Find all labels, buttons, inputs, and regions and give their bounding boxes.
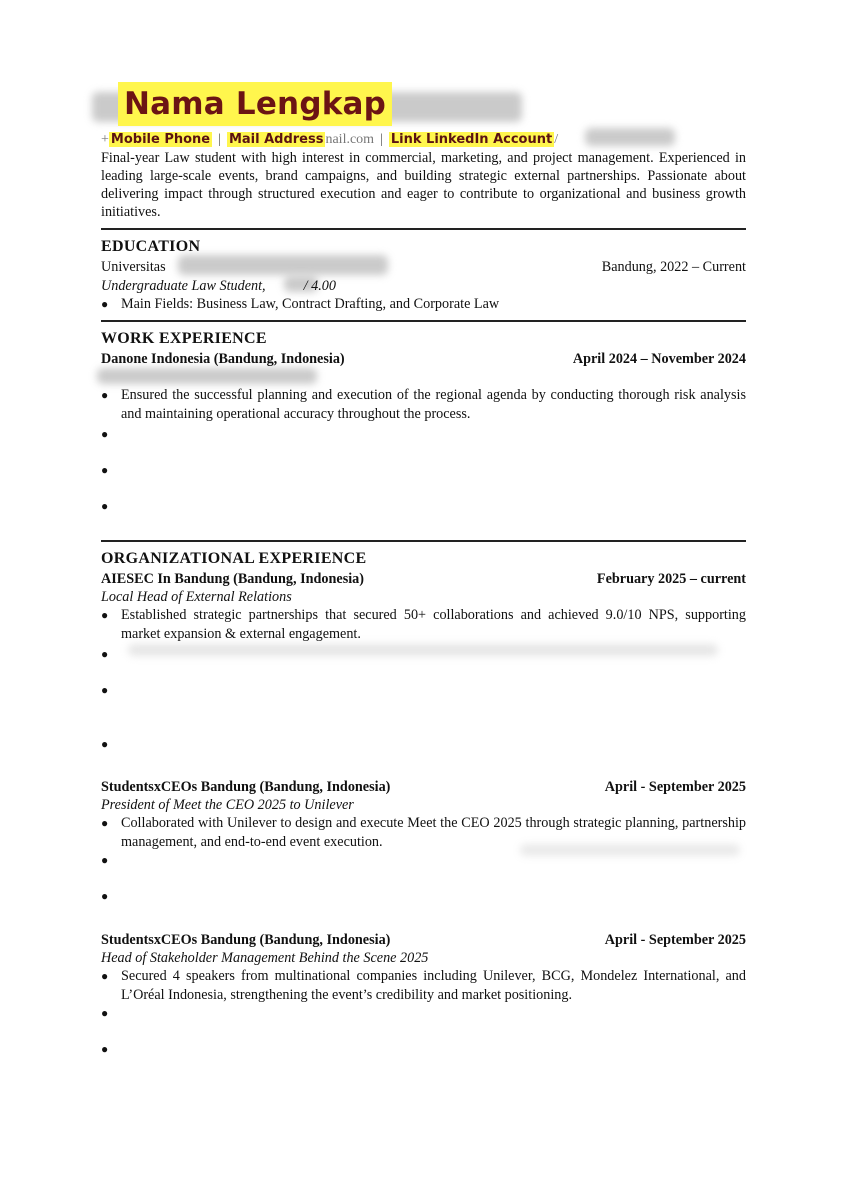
mail-address: Mail Address — [228, 132, 324, 147]
separator: | — [218, 132, 221, 147]
org-date: April - September 2025 — [604, 779, 746, 795]
section-divider — [101, 540, 746, 542]
bullet-icon: ● — [101, 297, 109, 311]
summary-paragraph: Final-year Law student with high interest in commercial, marketing, and project management. Experienced in leading large-scale events, brand campaigns, and building strategic external partnerships. Passionate about delivering impact through structured execution and eager to contribute to organizational and business growth initiatives. — [101, 150, 746, 220]
bullet-icon: ● — [101, 1042, 109, 1056]
org-bullet: Secured 4 speakers from multinational companies including Unilever, BCG, Mondelez International, and L’Oréal Indonesia, strengthening the event’s credibility and market positioning. — [121, 968, 746, 1003]
contact-line — [101, 130, 558, 150]
bullet-icon: ● — [101, 853, 109, 867]
org-date: April - September 2025 — [604, 932, 746, 948]
gpa: / 4.00 — [303, 278, 336, 294]
bullet-icon: ● — [101, 816, 109, 830]
list-item — [101, 295, 746, 314]
bullet-icon: ● — [101, 969, 109, 983]
bullet-icon: ● — [101, 737, 109, 751]
org-date: February 2025 – current — [596, 571, 746, 587]
degree: Undergraduate Law Student, — [101, 278, 266, 294]
list-item — [101, 606, 746, 643]
work-org: Danone Indonesia (Bandung, Indonesia) — [101, 351, 345, 367]
org-entry-row — [101, 570, 746, 588]
bullet-icon: ● — [101, 463, 109, 477]
bullet-icon: ● — [101, 499, 109, 513]
linkedin-link[interactable]: Link LinkedIn Account — [390, 132, 553, 147]
list-item — [101, 967, 746, 1004]
mobile-phone: Mobile Phone — [110, 132, 211, 147]
education-degree-row — [101, 277, 746, 295]
bullet-icon: ● — [101, 889, 109, 903]
section-divider — [101, 228, 746, 230]
work-bullet: Ensured the successful planning and execution of the regional agenda by conducting thorough risk analysis and maintaining operational accuracy throughout the process. — [121, 387, 746, 422]
separator: | — [380, 132, 383, 147]
org-bullet: Collaborated with Unilever to design and execute Meet the CEO 2025 through strategic planning, partnership management, and end-to-end event execution. — [121, 815, 746, 850]
work-date: April 2024 – November 2024 — [572, 351, 746, 367]
redaction-blur — [97, 368, 317, 384]
org-role: Head of Stakeholder Management Behind the Scene 2025 — [101, 950, 429, 966]
org-bullet: Established strategic partnerships that secured 50+ collaborations and achieved 9.0/10 NPS, supporting market expansion & external engagement. — [121, 607, 746, 642]
bullet-icon: ● — [101, 608, 109, 622]
full-name: Nama Lengkap — [118, 82, 392, 126]
phone-prefix: + — [101, 132, 109, 147]
organizational-title: ORGANIZATIONAL EXPERIENCE — [101, 550, 367, 567]
org-name: StudentsxCEOs Bandung (Bandung, Indonesia) — [101, 779, 391, 795]
org-entry-row — [101, 931, 746, 949]
work-org-row — [101, 350, 746, 368]
redaction-blur — [128, 644, 718, 656]
education-bullet: Main Fields: Business Law, Contract Drafting, and Corporate Law — [121, 296, 500, 312]
bullet-icon: ● — [101, 1006, 109, 1020]
list-item — [101, 814, 746, 851]
org-name: AIESEC In Bandung (Bandung, Indonesia) — [101, 571, 364, 587]
work-title: WORK EXPERIENCE — [101, 330, 267, 347]
org-role: Local Head of External Relations — [101, 589, 292, 605]
bullet-icon: ● — [101, 388, 109, 402]
education-location-date: Bandung, 2022 – Current — [601, 259, 746, 275]
school-name: Universitas — [101, 259, 166, 275]
redaction-blur — [585, 128, 675, 146]
list-item — [101, 386, 746, 423]
education-school-row — [101, 258, 746, 276]
org-entry-row — [101, 778, 746, 796]
mail-tail: nail.com — [325, 132, 375, 147]
bullet-icon: ● — [101, 683, 109, 697]
linkedin-tail: / — [554, 132, 559, 147]
org-role: President of Meet the CEO 2025 to Unilever — [101, 797, 354, 813]
bullet-icon: ● — [101, 647, 109, 661]
bullet-icon: ● — [101, 427, 109, 441]
education-title: EDUCATION — [101, 238, 201, 255]
section-divider — [101, 320, 746, 322]
org-name: StudentsxCEOs Bandung (Bandung, Indonesia) — [101, 932, 391, 948]
